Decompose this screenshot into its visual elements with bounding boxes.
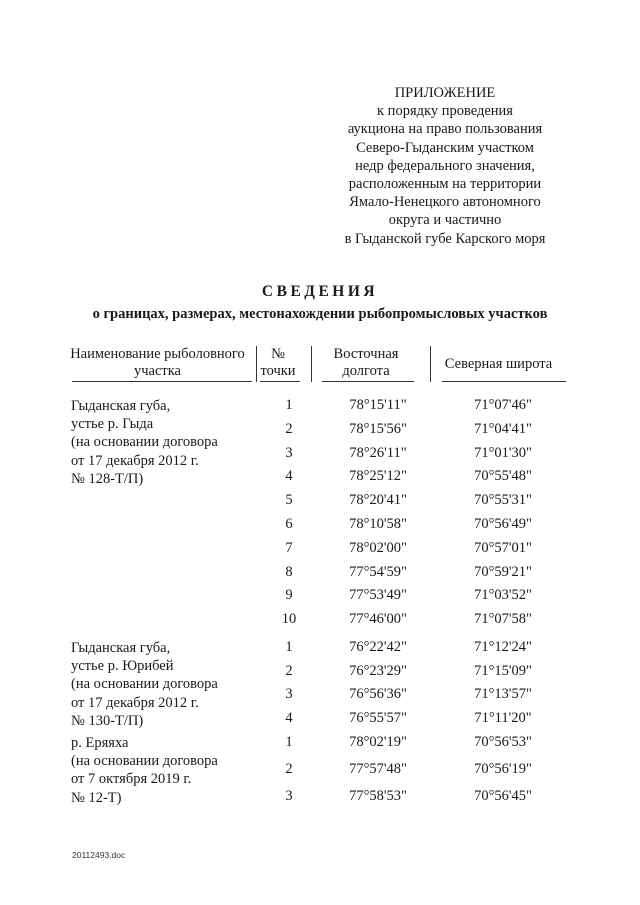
latitude-value: 71°04'41" <box>474 420 532 437</box>
longitude-value: 78°20'41" <box>349 492 407 509</box>
latitude-value: 70°56'49" <box>474 516 532 532</box>
latitude-value: 71°07'58" <box>474 611 532 628</box>
plot-name-line: устье р. Гыда <box>71 416 154 433</box>
point-number: 1 <box>285 734 293 750</box>
latitude-value: 71°07'46" <box>474 397 532 413</box>
plot-name-line: № 12-Т) <box>71 789 122 806</box>
appendix-line: ПРИЛОЖЕНИЕ <box>394 85 496 101</box>
point-number: 7 <box>285 539 293 556</box>
latitude-value: 70°59'21" <box>474 563 532 580</box>
appendix-line: недр федерального значения, <box>355 157 535 174</box>
table-header <box>64 346 566 382</box>
appendix-line: Ямало-Ненецкого автономного <box>349 194 541 211</box>
longitude-value: 78°15'56" <box>349 420 407 437</box>
latitude-value: 70°55'31" <box>474 492 532 509</box>
header-point-line: № <box>271 346 285 362</box>
longitude-value: 77°54'59" <box>349 563 407 580</box>
appendix-line: округа и частично <box>388 212 502 229</box>
column-divider <box>311 346 312 382</box>
longitude-value: 78°10'58" <box>349 516 407 532</box>
plot-name-line: (на основании договора <box>71 434 218 451</box>
point-number: 10 <box>281 611 297 628</box>
plot-name-line: от 7 октября 2019 г. <box>71 771 192 788</box>
latitude-value: 70°56'19" <box>474 761 532 777</box>
header-name-line: участка <box>133 363 181 379</box>
appendix-line: к порядку проведения <box>377 103 513 120</box>
plot-name-line: № 130-Т/П) <box>71 712 144 729</box>
header-longitude-line: Восточная <box>333 346 399 362</box>
longitude-value: 78°26'11" <box>349 444 407 461</box>
column-divider <box>256 346 257 382</box>
header-point <box>256 346 300 380</box>
latitude-value: 71°01'30" <box>474 444 532 461</box>
longitude-value: 77°58'53" <box>349 788 407 804</box>
latitude-value: 70°56'53" <box>474 734 532 750</box>
header-name-line: Наименование рыболовного <box>70 346 245 362</box>
plot-name-line: р. Еряяха <box>71 735 129 751</box>
plot-name-line: (на основании договора <box>71 676 218 693</box>
point-number: 4 <box>285 468 293 485</box>
column-divider <box>430 346 431 382</box>
longitude-value: 76°55'57" <box>349 709 407 726</box>
longitude-value: 77°57'48" <box>349 761 407 777</box>
document-subtitle: о границах, размерах, местонахождении рыбопромысловых участков <box>92 306 548 322</box>
header-latitude <box>431 356 566 373</box>
latitude-value: 71°11'20" <box>474 709 532 726</box>
header-latitude-line: Северная широта <box>444 356 553 372</box>
plot-name-line: № 128-Т/П) <box>71 470 144 487</box>
longitude-value: 76°56'36" <box>349 686 407 703</box>
latitude-value: 70°56'45" <box>474 788 532 804</box>
latitude-value: 71°12'24" <box>474 639 532 655</box>
appendix-line: аукциона на право пользования <box>347 121 543 138</box>
point-number: 1 <box>285 397 293 413</box>
point-number: 3 <box>285 686 293 703</box>
header-underline <box>72 381 252 382</box>
appendix-line: в Гыданской губе Карского моря <box>344 230 546 247</box>
header-underline <box>442 381 566 382</box>
longitude-value: 77°46'00" <box>349 611 407 628</box>
footer-filename: 20112493.doc <box>72 850 126 860</box>
point-number: 1 <box>285 639 293 655</box>
point-number: 4 <box>285 709 293 726</box>
point-number: 5 <box>285 492 293 509</box>
header-point-line: точки <box>260 363 296 379</box>
plot-name-line: устье р. Юрибей <box>71 658 174 675</box>
longitude-value: 78°25'12" <box>349 468 407 485</box>
longitude-value: 77°53'49" <box>349 587 407 604</box>
longitude-value: 78°02'19" <box>349 734 407 750</box>
point-number: 8 <box>285 563 293 580</box>
latitude-value: 70°57'01" <box>474 539 532 556</box>
point-number: 6 <box>285 516 293 532</box>
point-number: 2 <box>285 761 293 777</box>
longitude-value: 76°22'42" <box>349 639 407 655</box>
longitude-value: 78°02'00" <box>349 539 407 556</box>
point-number: 2 <box>285 662 293 679</box>
point-number: 3 <box>285 444 293 461</box>
header-longitude <box>311 346 421 380</box>
header-underline <box>322 381 414 382</box>
plot-name-line: Гыданская губа, <box>71 398 171 414</box>
point-number: 3 <box>285 788 293 804</box>
plot-name-line: (на основании договора <box>71 753 218 770</box>
header-name <box>64 346 251 380</box>
latitude-value: 71°15'09" <box>474 662 532 679</box>
plot-name-line: Гыданская губа, <box>71 640 171 656</box>
latitude-value: 71°13'57" <box>474 686 532 703</box>
point-number: 9 <box>285 587 293 604</box>
appendix-line: Северо-Гыданским участком <box>356 139 534 156</box>
plot-name-line: от 17 декабря 2012 г. <box>71 694 199 711</box>
appendix-line: расположенным на территории <box>348 176 542 193</box>
point-number: 2 <box>285 420 293 437</box>
appendix-block <box>330 84 560 248</box>
longitude-value: 76°23'29" <box>349 662 407 679</box>
longitude-value: 78°15'11" <box>349 397 407 413</box>
latitude-value: 70°55'48" <box>474 468 532 485</box>
document-title: СВЕДЕНИЯ <box>261 283 379 300</box>
plot-name-line: от 17 декабря 2012 г. <box>71 452 199 469</box>
header-underline <box>260 381 300 382</box>
latitude-value: 71°03'52" <box>474 587 532 604</box>
header-longitude-line: долгота <box>342 363 390 379</box>
